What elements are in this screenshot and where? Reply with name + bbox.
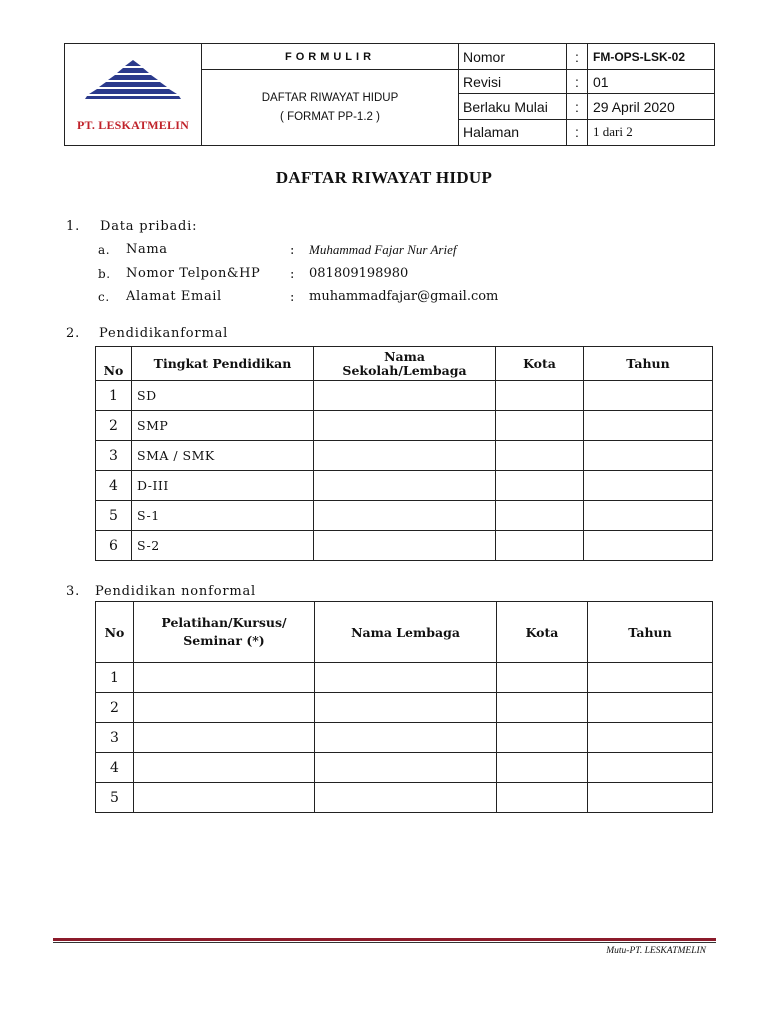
section3-number: 3. xyxy=(66,584,81,599)
section1-number: 1. xyxy=(66,219,81,234)
header-pelatihan-line1: Pelatihan/Kursus/ xyxy=(161,615,287,630)
year-field[interactable] xyxy=(584,381,713,411)
training-field[interactable] xyxy=(134,783,315,813)
header-no: No xyxy=(96,347,132,381)
section2-number: 2. xyxy=(66,326,81,341)
year-field[interactable] xyxy=(588,693,713,723)
school-field[interactable] xyxy=(314,501,496,531)
nama-label: Nama xyxy=(126,242,168,257)
training-field[interactable] xyxy=(134,723,315,753)
table-row-no: 3 xyxy=(96,723,134,753)
company-name: PT. LESKATMELIN xyxy=(77,118,189,132)
table-row-no: 2 xyxy=(96,693,134,723)
table-row-no: 4 xyxy=(96,753,134,783)
telpon-colon: : xyxy=(290,267,295,282)
year-field[interactable] xyxy=(584,411,713,441)
city-field[interactable] xyxy=(496,531,584,561)
item-a-letter: a. xyxy=(98,243,111,257)
header-kota: Kota xyxy=(496,347,584,381)
header-tingkat: Tingkat Pendidikan xyxy=(132,347,314,381)
city-field[interactable] xyxy=(496,471,584,501)
school-field[interactable] xyxy=(314,531,496,561)
berlaku-label: Berlaku Mulai xyxy=(459,94,567,119)
city-field[interactable] xyxy=(497,723,588,753)
halaman-label: Halaman xyxy=(459,119,567,145)
school-field[interactable] xyxy=(314,381,496,411)
table-row-no: 1 xyxy=(96,381,132,411)
form-header xyxy=(64,43,715,146)
document-title: DAFTAR RIWAYAT HIDUP xyxy=(275,168,493,187)
section2-title: Pendidikanformal xyxy=(99,326,229,341)
item-b-letter: b. xyxy=(98,267,111,281)
email-value: muhammadfajar@gmail.com xyxy=(309,289,499,304)
form-subtitle: ( FORMAT PP-1.2 ) xyxy=(280,111,380,124)
email-label: Alamat Email xyxy=(126,289,222,304)
item-c-letter: c. xyxy=(98,290,110,304)
footer-rule-thin xyxy=(53,942,716,943)
berlaku-value: 29 April 2020 xyxy=(588,94,715,119)
header-tahun: Tahun xyxy=(584,347,713,381)
halaman-colon: : xyxy=(567,119,588,145)
section3-title: Pendidikan nonformal xyxy=(95,584,256,599)
city-field[interactable] xyxy=(497,753,588,783)
email-colon: : xyxy=(290,290,295,305)
header-lembaga: Nama Lembaga xyxy=(315,602,497,663)
formulir-label: FORMULIR xyxy=(202,44,459,70)
city-field[interactable] xyxy=(497,693,588,723)
header-kota: Kota xyxy=(497,602,588,663)
table-row-no: 4 xyxy=(96,471,132,501)
institution-field[interactable] xyxy=(315,753,497,783)
city-field[interactable] xyxy=(496,411,584,441)
table-row-no: 2 xyxy=(96,411,132,441)
revisi-colon: : xyxy=(567,70,588,94)
school-field[interactable] xyxy=(314,471,496,501)
year-field[interactable] xyxy=(584,501,713,531)
institution-field[interactable] xyxy=(315,693,497,723)
table-row-level: D-III xyxy=(132,471,314,501)
telpon-value: 081809198980 xyxy=(309,266,409,281)
city-field[interactable] xyxy=(497,783,588,813)
form-title: DAFTAR RIWAYAT HIDUP xyxy=(261,92,399,105)
city-field[interactable] xyxy=(496,441,584,471)
city-field[interactable] xyxy=(496,381,584,411)
institution-field[interactable] xyxy=(315,723,497,753)
table-row-no: 6 xyxy=(96,531,132,561)
year-field[interactable] xyxy=(588,783,713,813)
city-field[interactable] xyxy=(497,663,588,693)
company-logo xyxy=(65,44,202,146)
header-no: No xyxy=(96,602,134,663)
nama-value: Muhammad Fajar Nur Arief xyxy=(309,242,457,257)
berlaku-colon: : xyxy=(567,94,588,119)
header-sekolah xyxy=(314,347,496,381)
footer-rule-thick xyxy=(53,938,716,941)
school-field[interactable] xyxy=(314,441,496,471)
revisi-value: 01 xyxy=(588,70,715,94)
nomor-label: Nomor xyxy=(459,44,567,70)
training-field[interactable] xyxy=(134,663,315,693)
section1-title: Data pribadi: xyxy=(100,219,198,234)
header-pelatihan xyxy=(134,602,315,663)
revisi-label: Revisi xyxy=(459,70,567,94)
table-row-level: S-2 xyxy=(132,531,314,561)
footer-text: Mutu-PT. LESKATMELIN xyxy=(606,946,706,956)
form-title-cell xyxy=(202,70,459,146)
nomor-colon: : xyxy=(567,44,588,70)
table-row-no: 5 xyxy=(96,783,134,813)
table-row-level: SMP xyxy=(132,411,314,441)
telpon-label: Nomor Telpon&HP xyxy=(126,266,261,281)
institution-field[interactable] xyxy=(315,663,497,693)
table-row-level: SMA / SMK xyxy=(132,441,314,471)
header-pelatihan-line2: Seminar (*) xyxy=(183,633,265,648)
year-field[interactable] xyxy=(588,723,713,753)
city-field[interactable] xyxy=(496,501,584,531)
nomor-value: FM-OPS-LSK-02 xyxy=(588,44,715,70)
header-tahun: Tahun xyxy=(588,602,713,663)
training-field[interactable] xyxy=(134,693,315,723)
table-row-level: SD xyxy=(132,381,314,411)
year-field[interactable] xyxy=(584,531,713,561)
nama-colon: : xyxy=(290,243,295,258)
header-sekolah-line1: Nama xyxy=(384,348,425,364)
table-row-no: 3 xyxy=(96,441,132,471)
training-field[interactable] xyxy=(134,753,315,783)
table-row-no: 5 xyxy=(96,501,132,531)
year-field[interactable] xyxy=(584,471,713,501)
nonformal-education-table xyxy=(95,601,713,813)
formal-education-table xyxy=(95,346,713,561)
year-field[interactable] xyxy=(584,441,713,471)
halaman-value: 1 dari 2 xyxy=(588,119,715,145)
year-field[interactable] xyxy=(588,663,713,693)
table-row-no: 1 xyxy=(96,663,134,693)
table-row-level: S-1 xyxy=(132,501,314,531)
institution-field[interactable] xyxy=(315,783,497,813)
header-sekolah-line2: Sekolah/Lembaga xyxy=(342,362,467,378)
school-field[interactable] xyxy=(314,411,496,441)
year-field[interactable] xyxy=(588,753,713,783)
